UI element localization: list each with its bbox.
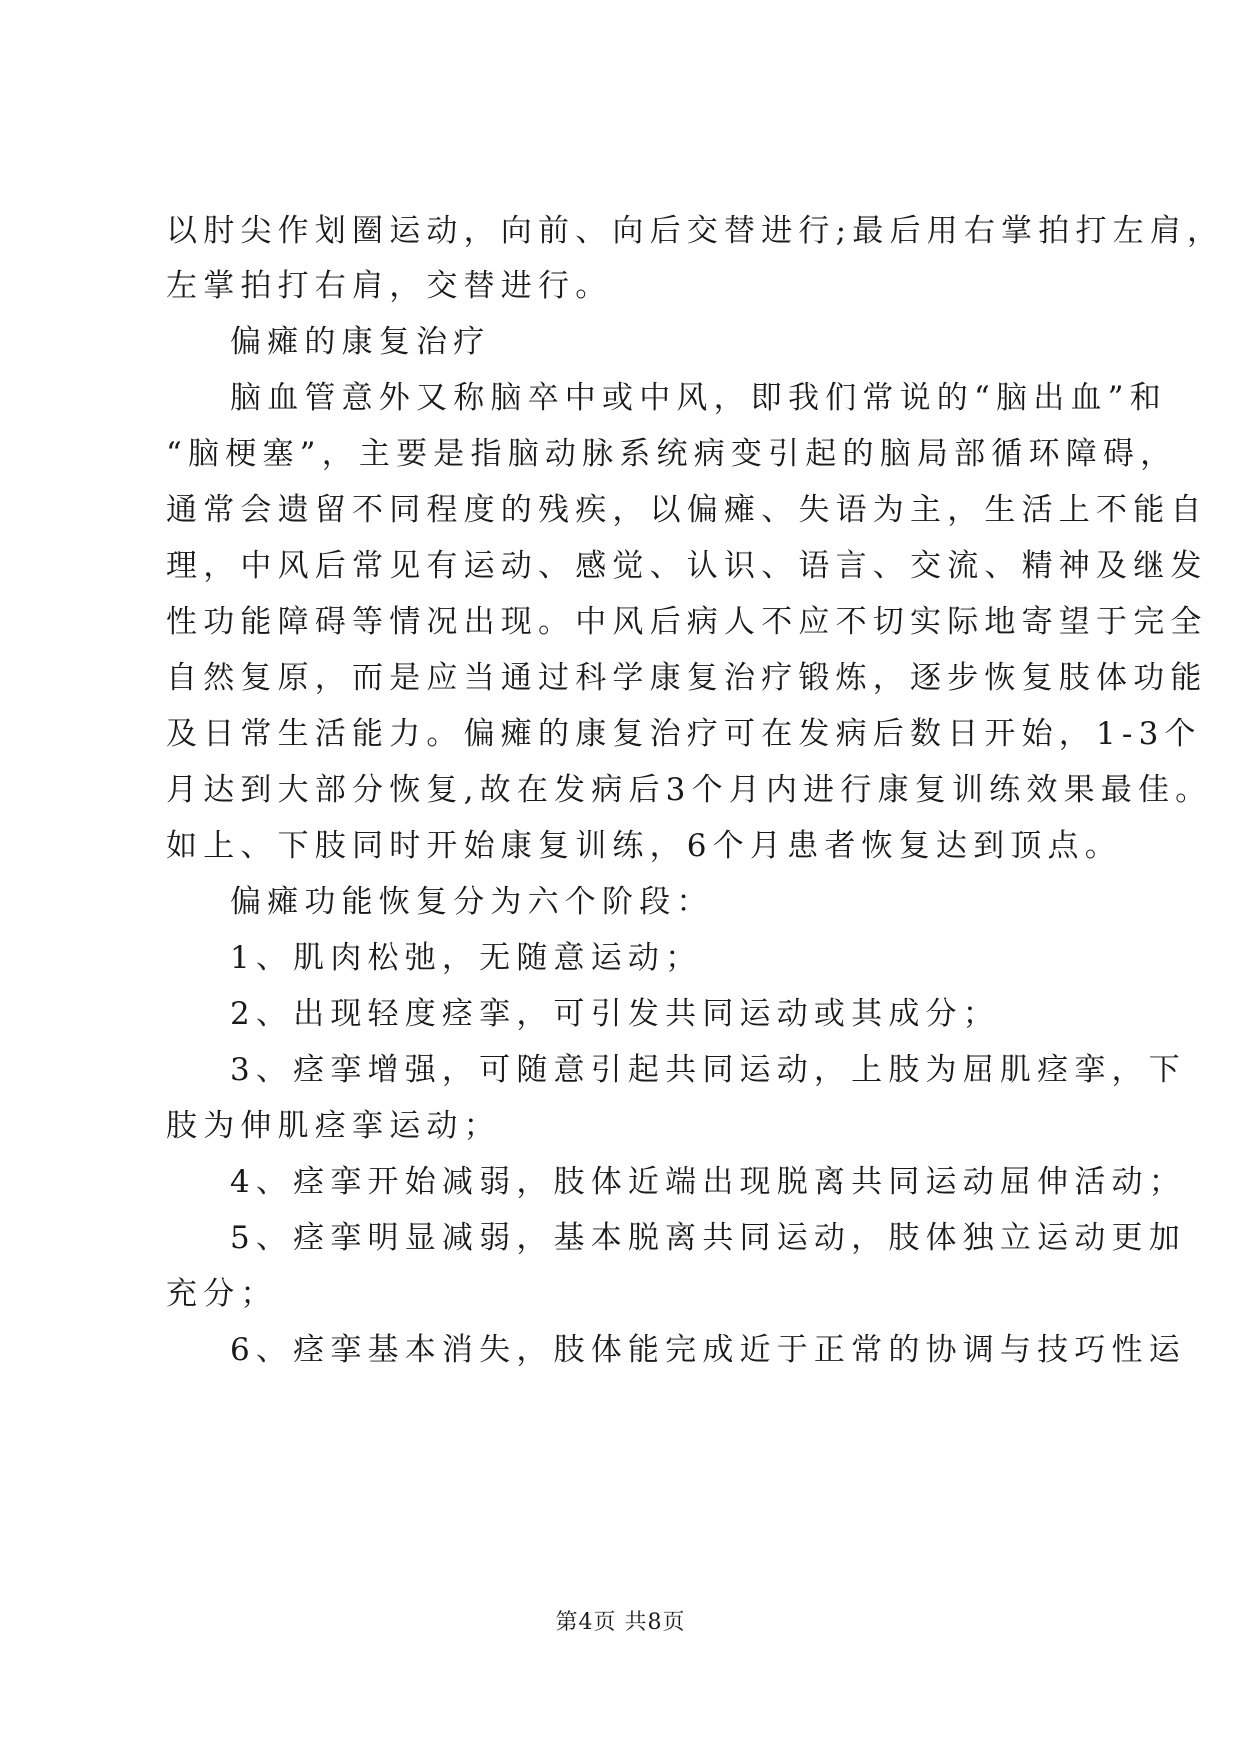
list-item-continuation: 肢为伸肌痉挛运动； [166, 1108, 501, 1144]
text-line: 通常会遗留不同程度的残疾，以偏瘫、失语为主，生活上不能自 [166, 492, 1208, 528]
text-line: 自然复原，而是应当通过科学康复治疗锻炼，逐步恢复肢体功能 [166, 660, 1208, 696]
page-indicator: 第4页 共8页 [555, 1610, 686, 1635]
list-item: 3、痉挛增强，可随意引起共同运动，上肢为屈肌痉挛，下 [230, 1052, 1186, 1088]
list-item: 2、出现轻度痉挛，可引发共同运动或其成分； [230, 996, 1000, 1032]
text-line: 理，中风后常见有运动、感觉、认识、语言、交流、精神及继发 [166, 548, 1208, 584]
text-line: 左掌拍打右肩，交替进行。 [166, 268, 613, 304]
text-line: 及日常生活能力。偏瘫的康复治疗可在发病后数日开始，1-3个 [166, 716, 1202, 752]
list-item: 1、肌肉松弛，无随意运动； [230, 940, 703, 976]
text-line: 以肘尖作划圈运动，向前、向后交替进行;最后用右掌拍打左肩， [166, 213, 1225, 249]
list-item: 6、痉挛基本消失，肢体能完成近于正常的协调与技巧性运 [230, 1332, 1186, 1368]
list-item: 5、痉挛明显减弱，基本脱离共同运动，肢体独立运动更加 [230, 1220, 1186, 1256]
text-line: 脑血管意外又称脑卒中或中风，即我们常说的“脑出血”和 [230, 380, 1167, 416]
text-line: 月达到大部分恢复,故在发病后3个月内进行康复训练效果最佳。 [166, 772, 1213, 808]
section-heading: 偏瘫的康复治疗 [230, 324, 491, 360]
text-line: 如上、下肢同时开始康复训练，6个月患者恢复达到顶点。 [166, 828, 1122, 864]
text-line: 性功能障碍等情况出现。中风后病人不应不切实际地寄望于完全 [166, 604, 1208, 640]
text-line: “脑梗塞”，主要是指脑动脉系统病变引起的脑局部循环障碍， [166, 436, 1178, 472]
text-line: 偏瘫功能恢复分为六个阶段： [230, 884, 714, 920]
list-item-continuation: 充分； [166, 1276, 278, 1312]
list-item: 4、痉挛开始减弱，肢体近端出现脱离共同运动屈伸活动； [230, 1164, 1186, 1200]
